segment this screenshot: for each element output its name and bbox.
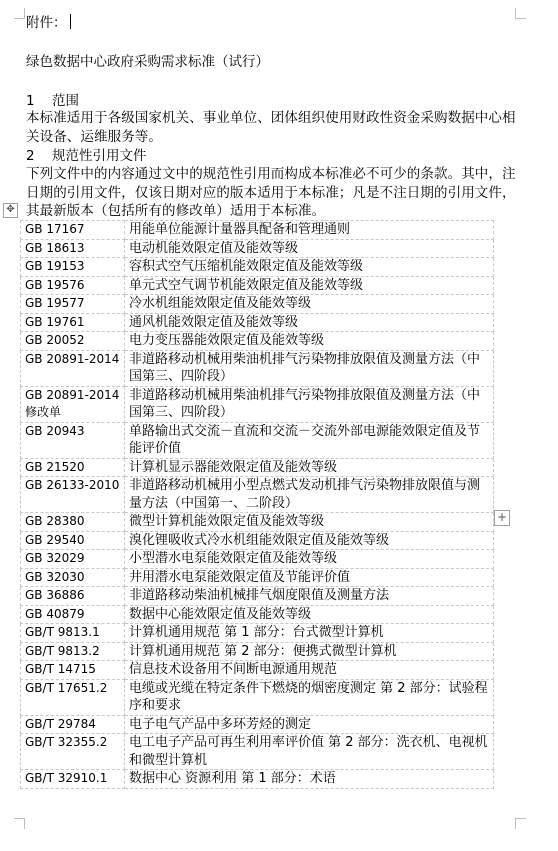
- standard-code-cell[interactable]: GB 19153: [21, 258, 125, 277]
- reference-table: [20, 220, 494, 789]
- table-row: [21, 477, 494, 513]
- standard-code-cell[interactable]: GB 20052: [21, 332, 125, 351]
- standard-code-cell[interactable]: GB/T 32355.2: [21, 734, 125, 770]
- standard-code-cell[interactable]: GB 40879: [21, 605, 125, 624]
- table-row: [21, 350, 494, 386]
- standard-title-cell[interactable]: 冷水机组能效限定值及能效等级: [125, 295, 494, 314]
- standard-code-cell[interactable]: GB 36886: [21, 587, 125, 606]
- standard-code-cell[interactable]: GB 17167: [21, 221, 125, 240]
- standard-title-cell[interactable]: 非道路移动柴油机械排气烟度限值及测量方法: [125, 587, 494, 606]
- standard-code-cell[interactable]: GB 19576: [21, 276, 125, 295]
- standard-code-cell[interactable]: GB/T 9813.2: [21, 642, 125, 661]
- table-row: [21, 458, 494, 477]
- standard-title-cell[interactable]: 电力变压器能效限定值及能效等级: [125, 332, 494, 351]
- page-corner-mark: [14, 818, 25, 829]
- plus-icon[interactable]: +: [494, 510, 510, 526]
- section-1-text: 本标准适用于各级国家机关、事业单位、团体组织使用财政性资金采购数据中心相关设备、运维服务等。: [26, 110, 516, 145]
- move-arrows-icon[interactable]: ✥: [3, 203, 18, 218]
- standard-code-cell[interactable]: GB 21520: [21, 458, 125, 477]
- table-row: [21, 295, 494, 314]
- standard-title-cell[interactable]: 溴化锂吸收式冷水机组能效限定值及能效等级: [125, 531, 494, 550]
- table-row: [21, 221, 494, 240]
- standard-title-cell[interactable]: 电缆或光缆在特定条件下燃烧的烟密度测定 第 2 部分：试验程序和要求: [125, 679, 494, 715]
- table-row: [21, 239, 494, 258]
- page-corner-mark: [14, 8, 25, 19]
- standard-code-cell[interactable]: GB/T 32910.1: [21, 770, 125, 789]
- table-row: [21, 386, 494, 422]
- standard-code-cell[interactable]: GB 20943: [21, 422, 125, 458]
- standard-title-cell[interactable]: 计算机通用规范 第 1 部分：台式微型计算机: [125, 624, 494, 643]
- standard-code-cell[interactable]: GB/T 29784: [21, 715, 125, 734]
- table-row: [21, 276, 494, 295]
- standard-code-cell[interactable]: GB 29540: [21, 531, 125, 550]
- standard-code-cell[interactable]: GB/T 17651.2: [21, 679, 125, 715]
- standard-title-cell[interactable]: 电动机能效限定值及能效等级: [125, 239, 494, 258]
- standard-code-cell[interactable]: GB 28380: [21, 513, 125, 532]
- table-row: [21, 770, 494, 789]
- standard-title-cell[interactable]: 用能单位能源计量器具配备和管理通则: [125, 221, 494, 240]
- standard-code-cell[interactable]: GB 19761: [21, 313, 125, 332]
- table-row: [21, 679, 494, 715]
- section-heading-2: [26, 147, 147, 165]
- standard-title-cell[interactable]: 单元式空气调节机能效限定值及能效等级: [125, 276, 494, 295]
- standard-title-cell[interactable]: 非道路移动机械用柴油机排气污染物排放限值及测量方法（中国第三、四阶段）: [125, 350, 494, 386]
- standard-code-cell[interactable]: GB 19577: [21, 295, 125, 314]
- table-row: [21, 313, 494, 332]
- standard-title-cell[interactable]: 数据中心能效限定值及能效等级: [125, 605, 494, 624]
- table-row: [21, 513, 494, 532]
- standard-code-cell[interactable]: GB 32030: [21, 568, 125, 587]
- standard-title-cell[interactable]: 井用潜水电泵能效限定值及节能评价值: [125, 568, 494, 587]
- table-row: [21, 587, 494, 606]
- standard-title-cell[interactable]: 小型潜水电泵能效限定值及能效等级: [125, 550, 494, 569]
- page-corner-mark: [515, 818, 526, 829]
- page-corner-mark: [515, 8, 526, 19]
- standard-title-cell[interactable]: 电工电子产品可再生利用率评价值 第 2 部分：洗衣机、电视机和微型计算机: [125, 734, 494, 770]
- standard-title-cell[interactable]: 数据中心 资源利用 第 1 部分：术语: [125, 770, 494, 789]
- standard-title-cell[interactable]: 计算机通用规范 第 2 部分：便携式微型计算机: [125, 642, 494, 661]
- table-row: [21, 568, 494, 587]
- standard-code-cell[interactable]: GB 32029: [21, 550, 125, 569]
- standard-code-cell[interactable]: GB 20891-2014 修改单: [21, 386, 125, 422]
- table-row: [21, 422, 494, 458]
- table-row: [21, 642, 494, 661]
- text-cursor: [70, 14, 72, 29]
- table-row: [21, 258, 494, 277]
- standard-title-cell[interactable]: 非道路移动机械用柴油机排气污染物排放限值及测量方法（中国第三、四阶段）: [125, 386, 494, 422]
- document-title: 绿色数据中心政府采购需求标准（试行）: [26, 54, 269, 70]
- table-row: [21, 332, 494, 351]
- table-row: [21, 715, 494, 734]
- section-number: 2: [26, 148, 35, 164]
- table-row: [21, 624, 494, 643]
- attachment-label: 附件：: [26, 15, 67, 31]
- table-row: [21, 531, 494, 550]
- standard-title-cell[interactable]: 单路输出式交流－直流和交流－交流外部电源能效限定值及节能评价值: [125, 422, 494, 458]
- table-row: [21, 661, 494, 680]
- standard-code-cell[interactable]: GB 26133-2010: [21, 477, 125, 513]
- standard-title-cell[interactable]: 非道路移动机械用小型点燃式发动机排气污染物排放限值与测量方法（中国第一、二阶段）: [125, 477, 494, 513]
- section-heading-text: 范围: [52, 93, 79, 109]
- standard-code-cell[interactable]: GB/T 9813.1: [21, 624, 125, 643]
- attachment-line[interactable]: [26, 14, 71, 32]
- section-heading-1: [26, 92, 79, 110]
- standard-title-cell[interactable]: 计算机显示器能效限定值及能效等级: [125, 458, 494, 477]
- standard-code-cell[interactable]: GB 20891-2014: [21, 350, 125, 386]
- section-number: 1: [26, 93, 35, 109]
- section-2-text: 下列文件中的内容通过文中的规范性引用而构成本标准必不可少的条款。其中，注日期的引用文件，仅该日期对应的版本适用于本标准；凡是不注日期的引用文件，其最新版本（包括所有的修改单）适用于本标准。: [26, 166, 516, 219]
- standard-code-cell[interactable]: GB/T 14715: [21, 661, 125, 680]
- standard-code-cell[interactable]: GB 18613: [21, 239, 125, 258]
- standard-title-cell[interactable]: 微型计算机能效限定值及能效等级: [125, 513, 494, 532]
- table-row: [21, 734, 494, 770]
- standard-title-cell[interactable]: 信息技术设备用不间断电源通用规范: [125, 661, 494, 680]
- table-row: [21, 605, 494, 624]
- table-row: [21, 550, 494, 569]
- standard-title-cell[interactable]: 容积式空气压缩机能效限定值及能效等级: [125, 258, 494, 277]
- standard-title-cell[interactable]: 电子电气产品中多环芳烃的测定: [125, 715, 494, 734]
- section-heading-text: 规范性引用文件: [52, 148, 147, 164]
- standard-title-cell[interactable]: 通风机能效限定值及能效等级: [125, 313, 494, 332]
